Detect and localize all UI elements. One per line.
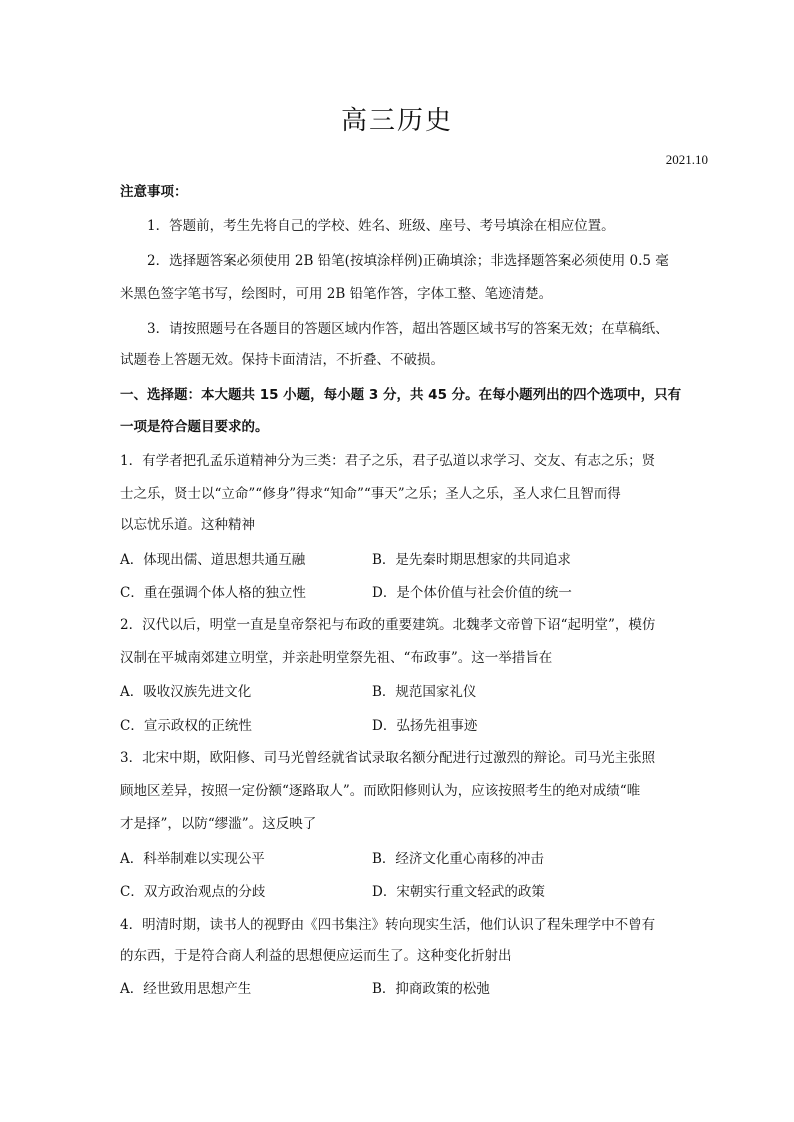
- page-title: 高三历史: [340, 106, 453, 136]
- option-a: A．体现出儒、道思想共通互融: [120, 552, 306, 568]
- notice-item: 3．请按照题号在各题目的答题区域内作答，超出答题区域书写的答案无效；在草稿纸、: [147, 321, 669, 337]
- notice-item-continuation: 米黑色签字笔书写，绘图时，可用 2B 铅笔作答，字体工整、笔迹清楚。: [120, 286, 553, 302]
- question-stem: 的东西，于是符合商人利益的思想便应运而生了。这种变化折射出: [120, 948, 512, 964]
- option-b: B．经济文化重心南移的冲击: [372, 851, 544, 867]
- question-stem: 顾地区差异，按照一定份额“逐路取人”。而欧阳修则认为，应该按照考生的绝对成绩“唯: [120, 783, 641, 799]
- section-heading: 一、选择题：本大题共 15 小题，每小题 3 分，共 45 分。在每小题列出的四个选项中，只有: [120, 387, 682, 403]
- option-a: A．吸收汉族先进文化: [120, 684, 252, 700]
- question-stem: 1．有学者把孔孟乐道精神分为三类：君子之乐，君子弘道以求学习、交友、有志之乐；贤: [120, 453, 656, 469]
- option-b: B．抑商政策的松弛: [372, 981, 490, 997]
- notice-heading: 注意事项：: [120, 184, 188, 200]
- question-stem: 3．北宋中期，欧阳修、司马光曾经就省试录取名额分配进行过激烈的辩论。司马光主张照: [120, 750, 656, 766]
- question-stem: 才是择”，以防“缪滥”。这反映了: [120, 816, 317, 832]
- option-c: C．重在强调个体人格的独立性: [120, 585, 306, 601]
- option-d: D．是个体价值与社会价值的统一: [372, 585, 572, 601]
- notice-item: 1．答题前，考生先将自己的学校、姓名、班级、座号、考号填涂在相应位置。: [147, 218, 615, 234]
- question-stem: 士之乐，贤士以“立命”“修身”得求“知命”“事天”之乐；圣人之乐，圣人求仁且智而得: [120, 486, 621, 502]
- question-stem: 以忘忧乐道。这种精神: [120, 517, 255, 533]
- section-heading-continuation: 一项是符合题目要求的。: [120, 419, 269, 435]
- notice-item-continuation: 试题卷上答题无效。保持卡面清洁，不折叠、不破损。: [120, 352, 444, 368]
- option-b: B．是先秦时期思想家的共同追求: [372, 552, 571, 568]
- option-a: A．科举制难以实现公平: [120, 851, 265, 867]
- question-stem: 2．汉代以后，明堂一直是皇帝祭祀与布政的重要建筑。北魏孝文帝曾下诏“起明堂”，模仿: [120, 617, 656, 633]
- option-c: C．双方政治观点的分歧: [120, 884, 266, 900]
- question-stem: 汉制在平城南郊建立明堂，并亲赴明堂祭先祖、“布政事”。这一举措旨在: [120, 650, 553, 666]
- option-a: A．经世致用思想产生: [120, 981, 252, 997]
- option-d: D．宋朝实行重文轻武的政策: [372, 884, 545, 900]
- option-b: B．规范国家礼仪: [372, 684, 477, 700]
- option-c: C．宣示政权的正统性: [120, 718, 252, 734]
- exam-date: 2021.10: [665, 152, 708, 167]
- option-d: D．弘扬先祖事迹: [372, 718, 478, 734]
- question-stem: 4．明清时期，读书人的视野由《四书集注》转向现实生活，他们认识了程朱理学中不曾有: [120, 917, 656, 933]
- notice-item: 2．选择题答案必须使用 2B 铅笔(按填涂样例)正确填涂；非选择题答案必须使用 0.5 毫: [147, 253, 669, 269]
